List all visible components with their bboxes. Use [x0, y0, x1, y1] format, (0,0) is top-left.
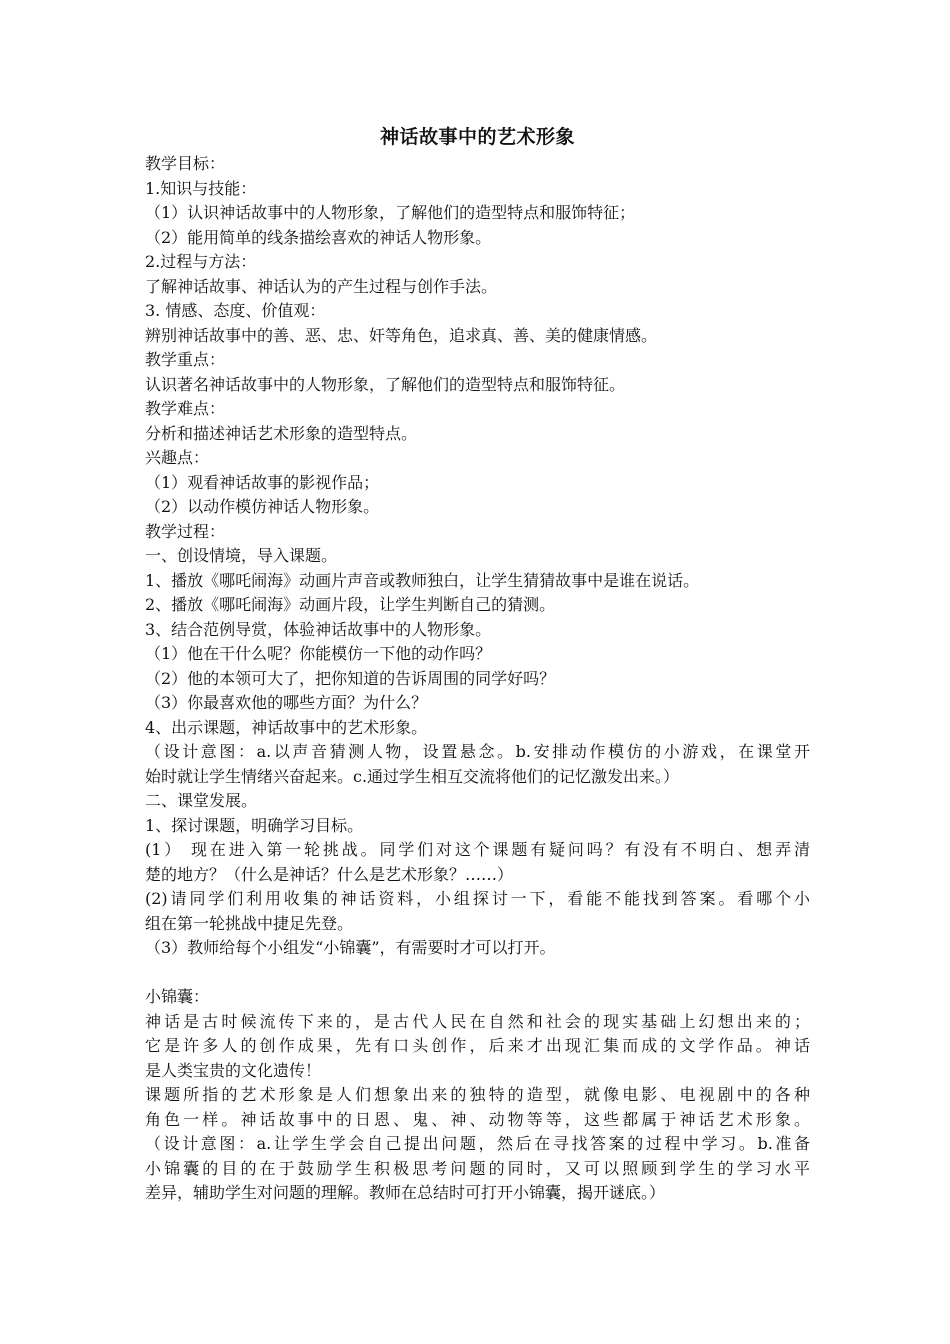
text-line: （2）他的本领可大了，把你知道的告诉周围的同学好吗？	[145, 668, 556, 688]
text-line: 2、播放《哪吒闹海》动画片段，让学生判断自己的猜测。	[145, 595, 556, 614]
text-line: (2)请同学们利用收集的神话资料，小组探讨一下，看能不能找到答案。看哪个小	[145, 889, 810, 908]
text-line: （3）教师给每个小组发“小锦囊”，有需要时才可以打开。	[145, 938, 556, 957]
text-line: （1）观看神话故事的影视作品；	[145, 472, 380, 492]
text-line: 2.过程与方法：	[145, 252, 257, 271]
text-line: 楚的地方？（什么是神话？什么是艺术形象？……）	[145, 864, 514, 884]
text-line: （设计意图：a.让学生学会自己提出问题，然后在寻找答案的过程中学习。b.准备	[145, 1134, 810, 1153]
text-line: 二、课堂发展。	[145, 791, 258, 810]
text-line: 组在第一轮挑战中捷足先登。	[145, 913, 354, 933]
text-line: 辨别神话故事中的善、恶、忠、奸等角色，追求真、善、美的健康情感。	[145, 325, 658, 345]
text-line: 1、播放《哪吒闹海》动画片声音或教师独白，让学生猜猜故事中是谁在说话。	[145, 570, 700, 590]
text-line: 角色一样。神话故事中的日恩、鬼、神、动物等等，这些都属于神话艺术形象。	[145, 1109, 810, 1129]
text-line: 3. 情感、态度、价值观：	[145, 301, 326, 320]
text-line: （2）以动作模仿神话人物形象。	[145, 497, 380, 516]
text-line: 它是许多人的创作成果，先有口头创作，后来才出现汇集而成的文学作品。神话	[145, 1036, 810, 1055]
text-line: (1） 现在进入第一轮挑战。同学们对这个课题有疑问吗？有没有不明白、想弄清	[145, 840, 810, 859]
text-line: 始时就让学生情绪兴奋起来。c.通过学生相互交流将他们的记忆激发出来。）	[145, 766, 680, 786]
text-line: 教学目标：	[145, 154, 226, 173]
text-line: （设计意图：a.以声音猜测人物，设置悬念。b.安排动作模仿的小游戏，在课堂开	[145, 742, 810, 761]
text-line: 差异，辅助学生对问题的理解。教师在总结时可打开小锦囊，揭开谜底。）	[145, 1183, 666, 1202]
text-line: 3、结合范例导赏，体验神话故事中的人物形象。	[145, 619, 492, 639]
text-line: 是人类宝贵的文化遗传！	[145, 1060, 322, 1080]
text-line: 小锦囊的目的在于鼓励学生积极思考问题的同时，又可以照顾到学生的学习水平	[145, 1158, 810, 1178]
text-line: 分析和描述神话艺术形象的造型特点。	[145, 423, 418, 443]
document-page	[145, 122, 810, 1206]
text-line: 1、探讨课题，明确学习目标。	[145, 815, 364, 835]
blank-line	[145, 961, 810, 986]
document-body	[145, 152, 810, 1206]
text-line: 教学难点：	[145, 399, 226, 418]
text-line: （2）能用简单的线条描绘喜欢的神话人物形象。	[145, 227, 492, 247]
text-line: 小锦囊：	[145, 987, 210, 1006]
text-line: 课题所指的艺术形象是人们想象出来的独特的造型，就像电影、电视剧中的各种	[145, 1085, 810, 1104]
text-line: （1）他在干什么呢？你能模仿一下他的动作吗？	[145, 644, 492, 663]
text-line: 教学过程：	[145, 521, 226, 541]
text-line: （3）你最喜欢他的哪些方面？为什么？	[145, 693, 428, 712]
text-line: 一、创设情境，导入课题。	[145, 546, 338, 565]
text-line: 兴趣点：	[145, 448, 210, 467]
text-line: 4、出示课题，神话故事中的艺术形象。	[145, 717, 428, 737]
text-line: 神话是古时候流传下来的，是古代人民在自然和社会的现实基础上幻想出来的；	[145, 1011, 810, 1031]
text-line: 认识著名神话故事中的人物形象，了解他们的造型特点和服饰特征。	[145, 374, 626, 394]
document-title: 神话故事中的艺术形象	[379, 126, 575, 148]
text-line: 了解神话故事、神话认为的产生过程与创作手法。	[145, 276, 498, 296]
text-line: 教学重点：	[145, 350, 226, 369]
text-line: 1.知识与技能：	[145, 178, 257, 198]
text-line: （1）认识神话故事中的人物形象，了解他们的造型特点和服饰特征；	[145, 203, 636, 222]
